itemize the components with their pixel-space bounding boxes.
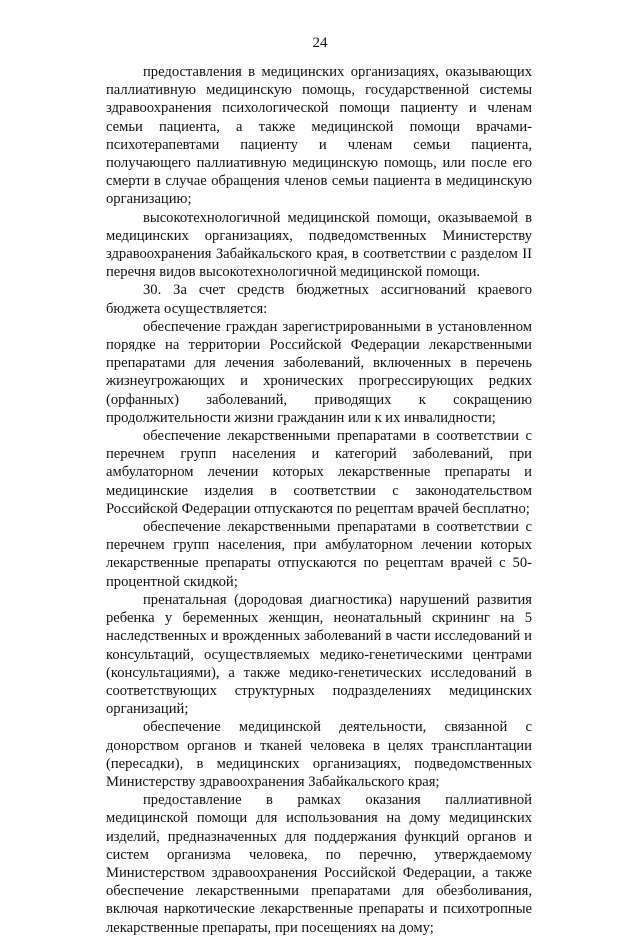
paragraph-item-30-heading: 30. За счет средств бюджетных ассигнований краевого бюджета осуществляется:: [106, 282, 532, 317]
paragraph-discount-prescriptions: обеспечение лекарственными препаратами в соответствии с перечнем групп населения, при амбулаторном лечении которых лекарственные препараты отпускаются по рецептам врачей с 50-процентной скидкой;: [106, 519, 532, 590]
paragraph-free-prescriptions: обеспечение лекарственными препаратами в соответствии с перечнем групп населения и категорий заболеваний, при амбулаторном лечении которых лекарственные препараты и медицинские изделия в соответствии с законодательством Российской Федерации отпускаются по рецептам врачей бесплатно;: [106, 428, 532, 517]
page-number: 24: [312, 35, 328, 51]
document-body: [106, 63, 532, 937]
paragraph-palliative-psychological-help: предоставления в медицинских организациях, оказывающих паллиативную медицинскую помощь, государственной системы здравоохранения психологической помощи пациенту и членам семьи пациента, а также медицинской помощи врачами-психотерапевтами пациенту и членам семьи пациента, получающего паллиативную медицинскую помощь, или после его смерти в случае обращения членов семьи пациента в медицинскую организацию;: [106, 64, 532, 208]
paragraph-prenatal-diagnostics: пренатальная (дородовая диагностика) нарушений развития ребенка у беременных женщин, неонатальный скрининг на 5 наследственных и врожденных заболеваний в части исследований и консультаций, осуществляемых медико-генетическими центрами (консультациями), а также медико-генетических исследований в соответствующих структурных подразделениях медицинских организаций;: [106, 591, 532, 718]
paragraph-home-medical-devices: предоставление в рамках оказания паллиативной медицинской помощи для использования на дому медицинских изделий, предназначенных для поддержания функций органов и систем организма человека, по перечню, утверждаемому Министерством здравоохранения Российской Федерации, а также обеспечение лекарственными препаратами для обезболивания, включая наркотические лекарственные препараты и психотропные лекарственные препараты, при посещениях на дому;: [106, 792, 532, 936]
paragraph-orphan-diseases: обеспечение граждан зарегистрированными в установленном порядке на территории Российской Федерации лекарственными препаратами для лечения заболеваний, включенных в перечень жизнеугрожающих и хронических прогрессирующих редких (орфанных) заболеваний, приводящих к сокращению продолжительности жизни гражданин или к их инвалидности;: [106, 318, 532, 426]
paragraph-organ-donation: обеспечение медицинской деятельности, связанной с донорством органов и тканей человека в целях трансплантации (пересадки), в медицинских организациях, подведомственных Министерству здравоохранения Забайкальского края;: [106, 719, 532, 790]
paragraph-high-tech-care: высокотехнологичной медицинской помощи, оказываемой в медицинских организациях, подведомственных Министерству здравоохранения Забайкальского края, в соответствии с разделом II перечня видов высокотехнологичной медицинской помощи.: [106, 209, 532, 281]
